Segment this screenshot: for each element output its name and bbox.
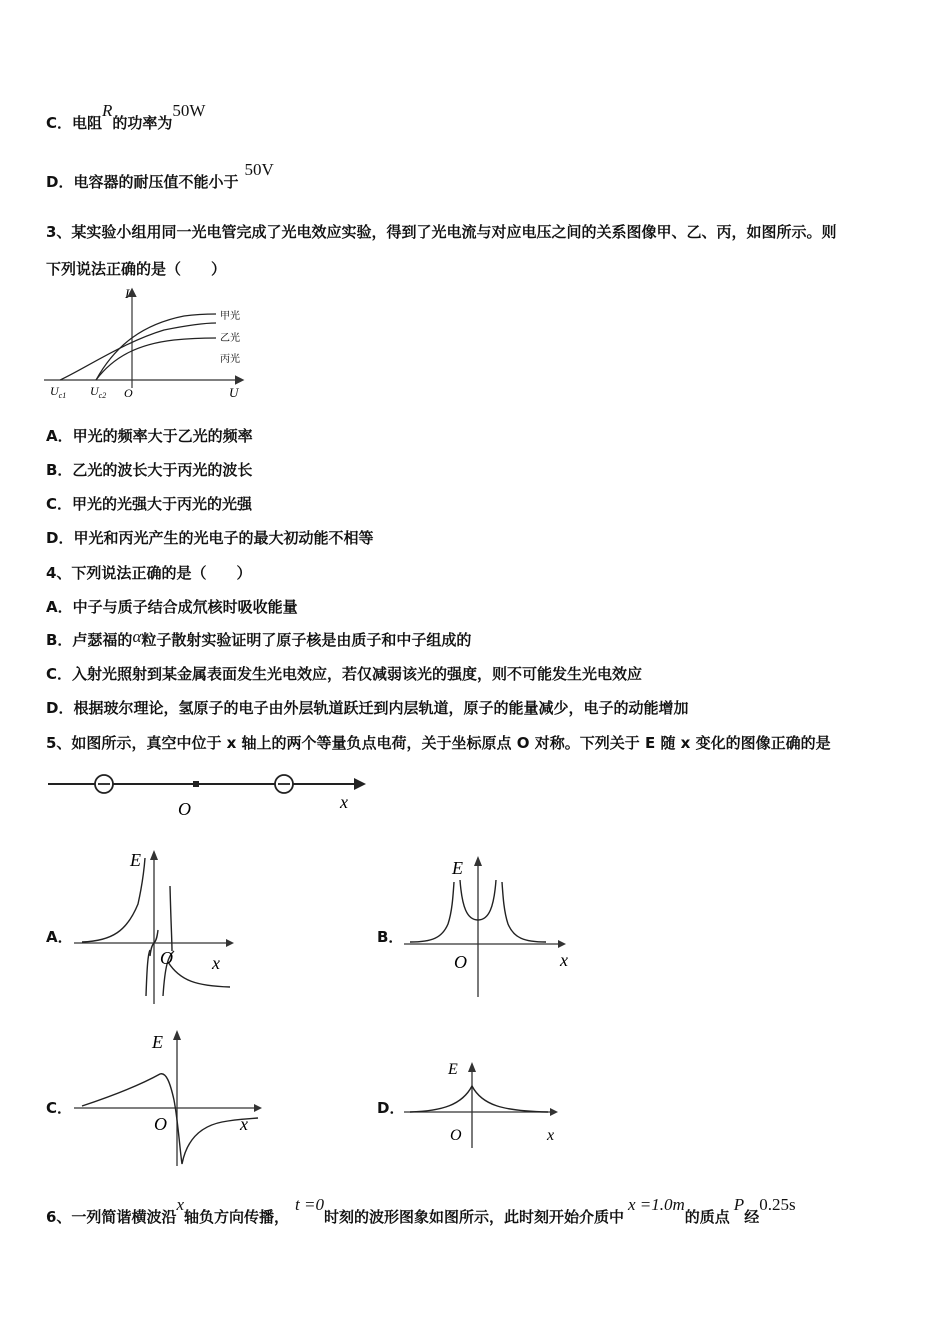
q5-graph-d [402, 1050, 572, 1152]
graph-c-o: O [154, 1114, 167, 1134]
q2-c-var: R [102, 101, 113, 120]
q3-label-bing: 丙光 [220, 354, 240, 365]
graph-b-e: E [452, 858, 463, 878]
q6-p-var: P [733, 1195, 745, 1214]
q5-option-c-label: C． [46, 1099, 73, 1117]
q5-option-a-label: A． [46, 928, 73, 946]
q3-label-yi: 乙光 [220, 333, 240, 344]
q2-option-c [46, 101, 206, 133]
q2-d-val: 50V [244, 160, 274, 179]
q2-d-prefix: D．电容器的耐压值不能小于 [46, 173, 239, 191]
q4-stem: 4、下列说法正确的是（ ） [46, 564, 252, 582]
q6-p2: 轴负方向传播， [184, 1208, 290, 1226]
q4-option-a: A．中子与质子结合成氘核时吸收能量 [46, 598, 298, 616]
q6-t-eq: t =0 [295, 1195, 324, 1214]
q6-time-val: 0.25s [759, 1195, 796, 1214]
q3-option-c: C．甲光的光强大于丙光的光强 [46, 495, 253, 513]
q5-graph-c [72, 1026, 272, 1172]
q6-x-var: x [176, 1195, 184, 1214]
q3-stem-line2: 下列说法正确的是（ ） [46, 260, 227, 278]
graph-d-x: x [547, 1127, 555, 1144]
q3-uc2-label: $U_{c2}$ [90, 384, 107, 400]
q3-u-label: U [229, 385, 239, 400]
origin-point [193, 781, 199, 787]
graph-a-x: x [212, 953, 220, 973]
q5-option-d-label: D． [377, 1099, 405, 1117]
q3-label-jia: 甲光 [220, 311, 240, 322]
q3-curve-bing [60, 323, 216, 380]
q2-option-d [46, 160, 274, 192]
q5-charge-axis [44, 768, 374, 820]
q4-option-b [46, 629, 471, 650]
q3-option-a: A．甲光的频率大于乙光的频率 [46, 427, 253, 445]
q6-p3: 时刻的波形图象如图所示，此时刻开始介质中 [323, 1208, 624, 1226]
q5-stem: 5、如图所示，真空中位于 x 轴上的两个等量负点电荷，关于坐标原点 O 对称。下列关于 E 随 x 变化的图像正确的是 [46, 734, 831, 752]
graph-b-o: O [454, 952, 467, 972]
q5-graph-a [72, 846, 242, 1006]
q5-axis-x: x [340, 792, 348, 812]
q5-graph-b [402, 852, 578, 1002]
q2-c-val: 50W [172, 101, 206, 120]
q5-axis-origin: O [178, 799, 191, 819]
graph-d-o: O [450, 1127, 462, 1144]
q2-c-prefix: C．电阻 [46, 114, 103, 132]
graph-a-o: O [160, 948, 173, 968]
q6-x-eq: x =1.0m [627, 1195, 685, 1214]
q4-b-suffix: 粒子散射实验证明了原子核是由质子和中子组成的 [141, 631, 472, 649]
graph-d-e: E [448, 1061, 458, 1078]
q4-option-d: D．根据玻尔理论，氢原子的电子由外层轨道跃迁到内层轨道，原子的能量减少，电子的动能增加 [46, 699, 689, 717]
q3-option-b: B．乙光的波长大于丙光的波长 [46, 461, 253, 479]
graph-b-x: x [560, 950, 568, 970]
graph-c-x: x [240, 1114, 248, 1134]
q3-option-d: D．甲光和丙光产生的光电子的最大初动能不相等 [46, 529, 374, 547]
q4-option-c: C．入射光照射到某金属表面发生光电效应，若仅减弱该光的强度，则不可能发生光电效应 [46, 665, 643, 683]
q4-b-prefix: B．卢瑟福的 [46, 631, 133, 649]
q3-origin: O [124, 386, 133, 400]
q5-option-b-label: B． [377, 928, 404, 946]
graph-a-e: E [130, 850, 141, 870]
q3-curve-yi [96, 338, 216, 380]
q4-b-alpha: α [132, 627, 142, 646]
q6-p4: 的质点 [684, 1208, 730, 1226]
q6-p5: 经 [744, 1208, 760, 1226]
q3-uc1-label: $U_{c1}$ [50, 384, 67, 400]
graph-c-e: E [152, 1032, 163, 1052]
q6-p1: 6、一列简谐横波沿 [46, 1208, 177, 1226]
q3-i-label: I [125, 286, 130, 301]
q2-c-mid: 的功率为 [112, 114, 173, 132]
q3-iu-graph [44, 284, 264, 404]
q6-stem [46, 1195, 796, 1227]
q3-stem-line1: 3、某实验小组用同一光电管完成了光电效应实验，得到了光电流与对应电压之间的关系图像甲、乙、丙，如图所示。则 [46, 223, 837, 241]
